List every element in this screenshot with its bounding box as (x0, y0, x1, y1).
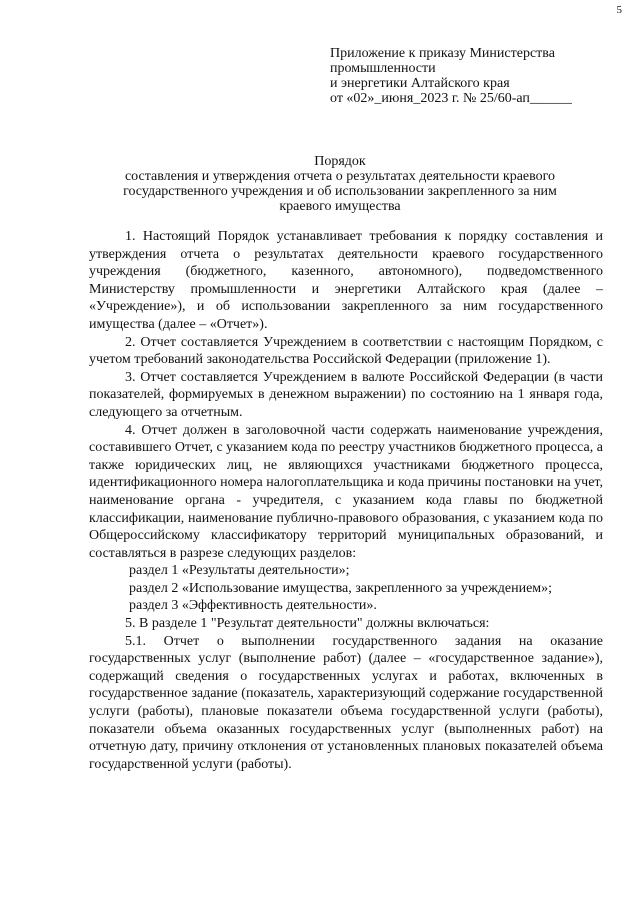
paragraph-1: 1. Настоящий Порядок устанавливает требования к порядку составления и утверждения отчета о результатах деятельности краевого государственного учреждения (бюджетного, казенного, автономного), подведомственного Министерству промышленности и энергетики Алтайского края (далее – «Учреждение»), и об использовании закрепленного за ним государственного имущества (далее – «Отчет»). (89, 229, 603, 332)
paragraph-3: 3. Отчет составляется Учреждением в валюте Российской Федерации (в части показателей, формируемых в денежном выражении) по состоянию на 1 января года, следующего за отчетным. (89, 369, 603, 420)
section-item-2: раздел 2 «Использование имущества, закрепленного за учреждением»; (129, 580, 553, 596)
section-item-1: раздел 1 «Результаты деятельности»; (129, 563, 350, 579)
document-title (80, 154, 600, 214)
appendix-line-3: и энергетики Алтайского края (330, 76, 510, 91)
appendix-line-4: от «02»_июня_2023 г. № 25/60-ап______ (330, 91, 572, 106)
paragraph-5-1: 5.1. Отчет о выполнении государственного задания на оказание государственных услуг (выполнение работ) (далее – «государственное задание»), содержащий сведения о государственных услугах и работах, включенных в государственное задание (показатель, характеризующий содержание государственной услуги (работы), плановые показатели объема государственной услуги (работы), показатели объема оказанных государственных услуг (выполненных работ) на отчетную дату, причину отклонения от установленных плановых показателей объема государственной услуги (работы). (89, 633, 603, 772)
title-line-3: государственного учреждения и об использовании закрепленного за ним (123, 184, 557, 199)
paragraph-4: 4. Отчет должен в заголовочной части содержать наименование учреждения, составившего Отчет, с указанием кода по реестру участников бюджетного процесса, а также юридических лиц, не являющихся участниками бюджетного процесса, идентификационного номера налогоплательщика и кода причины постановки на учет, наименование органа - учредителя, с указанием кода главы по бюджетной классификации, наименование публично-правового образования, с указанием кода по Общероссийскому классификатору территорий муниципальных образований, и составляться в разрезе следующих разделов: (89, 422, 603, 561)
title-line-1: Порядок (314, 154, 366, 169)
appendix-line-2: промышленности (330, 61, 436, 76)
appendix-header (330, 46, 620, 106)
paragraph-5: 5. В разделе 1 "Результат деятельности" должны включаться: (125, 616, 490, 632)
paragraph-2: 2. Отчет составляется Учреждением в соответствии с настоящим Порядком, с учетом требований законодательства Российской Федерации (приложение 1). (89, 334, 603, 368)
title-line-2: составления и утверждения отчета о результатах деятельности краевого (124, 169, 556, 184)
section-item-3: раздел 3 «Эффективность деятельности». (129, 598, 377, 614)
title-line-4: краевого имущества (279, 199, 401, 214)
page-number: 5 (616, 4, 622, 16)
document-body (89, 228, 603, 773)
appendix-line-1: Приложение к приказу Министерства (330, 46, 555, 61)
